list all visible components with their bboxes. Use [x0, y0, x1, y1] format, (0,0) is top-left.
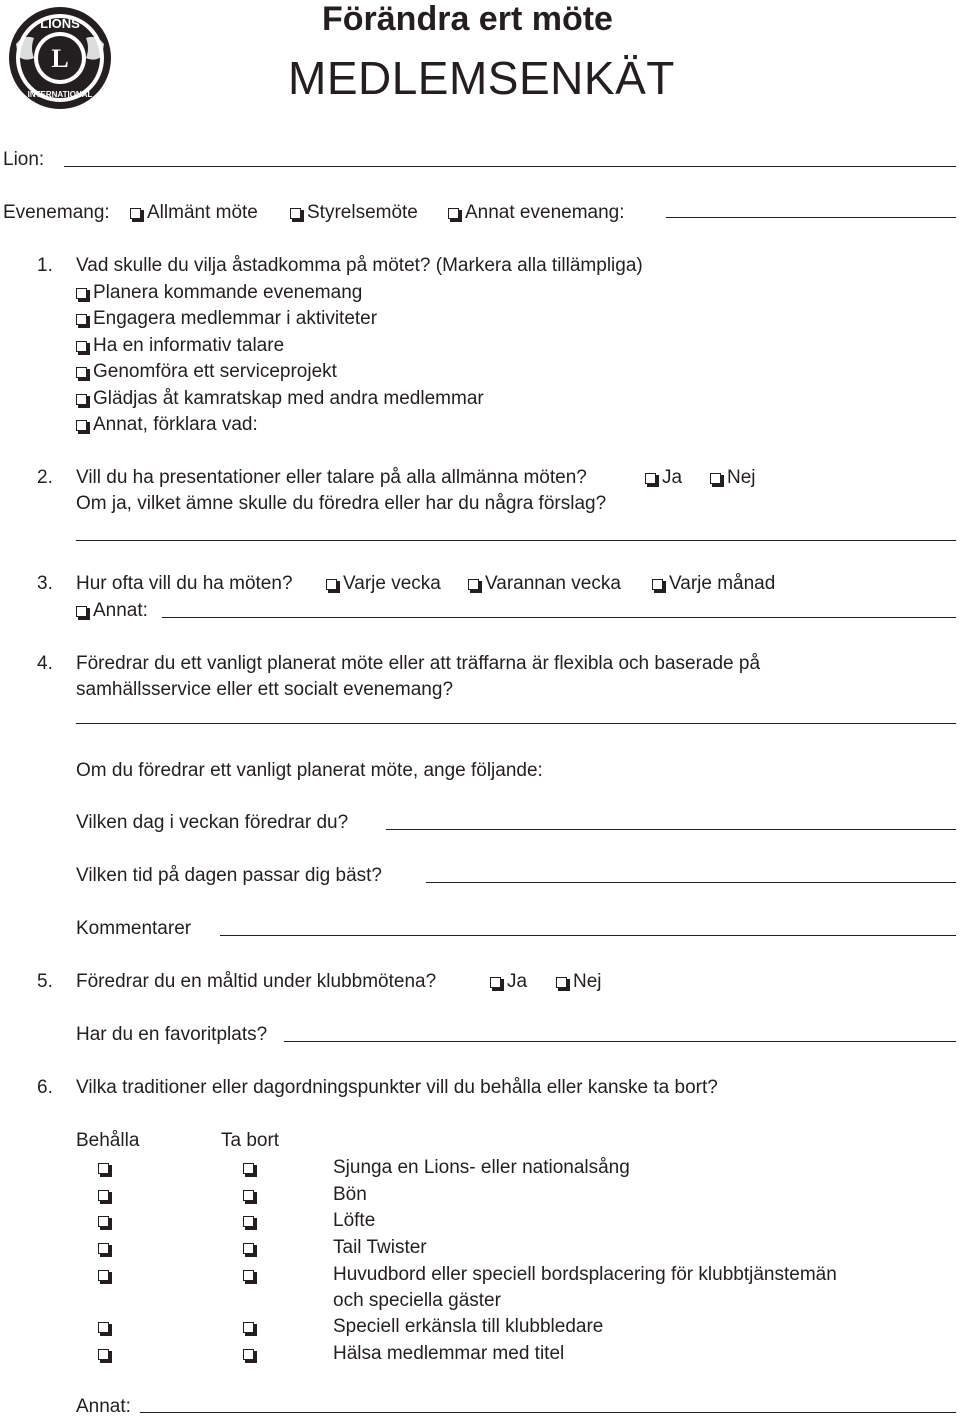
- q3-text: Hur ofta vill du ha möten?: [76, 573, 293, 594]
- checkbox-icon[interactable]: [448, 208, 459, 219]
- checkbox-icon[interactable]: [98, 1270, 109, 1281]
- checkbox-icon[interactable]: [130, 208, 141, 219]
- q6-remove-checkbox[interactable]: [243, 1344, 260, 1363]
- q2-yes[interactable]: Ja: [645, 468, 682, 487]
- checkbox-icon[interactable]: [468, 579, 479, 590]
- checkbox-icon[interactable]: [98, 1349, 109, 1360]
- checkbox-icon[interactable]: [645, 473, 656, 484]
- q5-text: Föredrar du en måltid under klubbmötena?: [76, 971, 437, 992]
- q2-answer-line[interactable]: [76, 540, 956, 541]
- logo-text-top: LIONS: [40, 16, 80, 31]
- q6-item: Bön: [333, 1184, 367, 1205]
- q1-number: 1.: [37, 255, 53, 276]
- checkbox-icon[interactable]: [243, 1322, 254, 1333]
- q6-col-remove: Ta bort: [221, 1130, 280, 1151]
- q4-text-line2: samhällsservice eller ett socialt evenemang?: [76, 679, 454, 700]
- q4-comments-label: Kommentarer: [76, 918, 192, 939]
- q6-item: Tail Twister: [333, 1237, 427, 1258]
- checkbox-icon[interactable]: [98, 1190, 109, 1201]
- lions-logo: [4, 4, 116, 112]
- checkbox-icon[interactable]: [76, 394, 87, 405]
- q6-keep-checkbox[interactable]: [98, 1238, 115, 1257]
- logo-text-bottom: INTERNATIONAL: [27, 90, 93, 99]
- q6-keep-checkbox[interactable]: [98, 1344, 115, 1363]
- q4-time-line[interactable]: [426, 882, 956, 883]
- q6-keep-checkbox[interactable]: [98, 1185, 115, 1204]
- lion-label: Lion:: [3, 149, 45, 170]
- q1-option[interactable]: Engagera medlemmar i aktiviteter: [76, 309, 377, 328]
- q1-text: Vad skulle du vilja åstadkomma på mötet? (Markera alla tillämpliga): [76, 255, 643, 276]
- q1-option[interactable]: Glädjas åt kamratskap med andra medlemmar: [76, 389, 484, 408]
- q5-yes[interactable]: Ja: [490, 972, 527, 991]
- checkbox-icon[interactable]: [76, 606, 87, 617]
- checkbox-icon[interactable]: [243, 1243, 254, 1254]
- q1-option[interactable]: Ha en informativ talare: [76, 336, 284, 355]
- q4-text-line1: Föredrar du ett vanligt planerat möte eller att träffarna är flexibla och baserade på: [76, 653, 761, 674]
- event-option-general[interactable]: Allmänt möte: [130, 203, 258, 222]
- q6-number: 6.: [37, 1077, 53, 1098]
- checkbox-icon[interactable]: [98, 1216, 109, 1227]
- q2-number: 2.: [37, 467, 53, 488]
- checkbox-icon[interactable]: [98, 1322, 109, 1333]
- q4-comments-line[interactable]: [220, 935, 956, 936]
- q6-other-label: Annat:: [76, 1396, 131, 1417]
- checkbox-icon[interactable]: [243, 1163, 254, 1174]
- q5-favorite-line[interactable]: [284, 1041, 956, 1042]
- q3-option-biweekly[interactable]: Varannan vecka: [468, 574, 621, 593]
- q6-keep-checkbox[interactable]: [98, 1317, 115, 1336]
- event-option-board[interactable]: Styrelsemöte: [290, 203, 418, 222]
- checkbox-icon[interactable]: [76, 367, 87, 378]
- q6-remove-checkbox[interactable]: [243, 1238, 260, 1257]
- checkbox-icon[interactable]: [76, 288, 87, 299]
- checkbox-icon[interactable]: [710, 473, 721, 484]
- checkbox-icon[interactable]: [76, 341, 87, 352]
- page-title: Förändra ert möte: [322, 0, 613, 38]
- q6-text: Vilka traditioner eller dagordningspunkter vill du behålla eller kanske ta bort?: [76, 1077, 718, 1098]
- q6-other-line[interactable]: [140, 1412, 956, 1413]
- q2-followup: Om ja, vilket ämne skulle du föredra eller har du några förslag?: [76, 493, 607, 514]
- q5-favorite-label: Har du en favoritplats?: [76, 1024, 268, 1045]
- q6-item: Sjunga en Lions- eller nationalsång: [333, 1157, 630, 1178]
- q6-item: Löfte: [333, 1210, 376, 1231]
- q6-keep-checkbox[interactable]: [98, 1158, 115, 1177]
- q3-option-other[interactable]: Annat:: [76, 601, 148, 620]
- q6-item: Speciell erkänsla till klubbledare: [333, 1316, 604, 1337]
- q2-no[interactable]: Nej: [710, 468, 756, 487]
- q3-number: 3.: [37, 573, 53, 594]
- checkbox-icon[interactable]: [326, 579, 337, 590]
- q1-option[interactable]: Planera kommande evenemang: [76, 283, 362, 302]
- q6-remove-checkbox[interactable]: [243, 1317, 260, 1336]
- checkbox-icon[interactable]: [243, 1190, 254, 1201]
- q4-number: 4.: [37, 653, 53, 674]
- q2-text: Vill du ha presentationer eller talare på alla allmänna möten?: [76, 467, 587, 488]
- q3-option-monthly[interactable]: Varje månad: [652, 574, 775, 593]
- q6-item: Hälsa medlemmar med titel: [333, 1343, 565, 1364]
- q4-answer-line[interactable]: [76, 723, 956, 724]
- checkbox-icon[interactable]: [243, 1270, 254, 1281]
- q5-number: 5.: [37, 971, 53, 992]
- q6-col-keep: Behålla: [76, 1130, 140, 1151]
- event-label: Evenemang:: [3, 202, 110, 223]
- q3-other-line[interactable]: [162, 617, 956, 618]
- q5-no[interactable]: Nej: [556, 972, 602, 991]
- q6-keep-checkbox[interactable]: [98, 1211, 115, 1230]
- logo-letter: L: [51, 44, 69, 73]
- q4-intro: Om du föredrar ett vanligt planerat möte, ange följande:: [76, 760, 543, 781]
- checkbox-icon[interactable]: [556, 977, 567, 988]
- checkbox-icon[interactable]: [243, 1216, 254, 1227]
- q6-item: Huvudbord eller speciell bordsplacering för klubbtjänstemän: [333, 1264, 837, 1285]
- checkbox-icon[interactable]: [76, 420, 87, 431]
- q4-time-label: Vilken tid på dagen passar dig bäst?: [76, 865, 382, 886]
- q6-item-continued: och speciella gäster: [333, 1290, 501, 1311]
- q6-remove-checkbox[interactable]: [243, 1211, 260, 1230]
- checkbox-icon[interactable]: [490, 977, 501, 988]
- checkbox-icon[interactable]: [652, 579, 663, 590]
- event-option-other[interactable]: Annat evenemang:: [448, 203, 625, 222]
- q1-option[interactable]: Genomföra ett serviceprojekt: [76, 362, 337, 381]
- q6-keep-checkbox[interactable]: [98, 1265, 115, 1284]
- q3-option-weekly[interactable]: Varje vecka: [326, 574, 441, 593]
- q6-remove-checkbox[interactable]: [243, 1265, 260, 1284]
- checkbox-icon[interactable]: [290, 208, 301, 219]
- event-other-line[interactable]: [666, 217, 956, 218]
- checkbox-icon[interactable]: [98, 1243, 109, 1254]
- lion-input-line[interactable]: [64, 166, 956, 167]
- checkbox-icon[interactable]: [76, 314, 87, 325]
- page-subtitle: MEDLEMSENKÄT: [288, 52, 675, 104]
- q6-remove-checkbox[interactable]: [243, 1158, 260, 1177]
- q6-remove-checkbox[interactable]: [243, 1185, 260, 1204]
- q4-day-line[interactable]: [386, 829, 956, 830]
- q4-day-label: Vilken dag i veckan föredrar du?: [76, 812, 349, 833]
- checkbox-icon[interactable]: [98, 1163, 109, 1174]
- q1-option[interactable]: Annat, förklara vad:: [76, 415, 258, 434]
- checkbox-icon[interactable]: [243, 1349, 254, 1360]
